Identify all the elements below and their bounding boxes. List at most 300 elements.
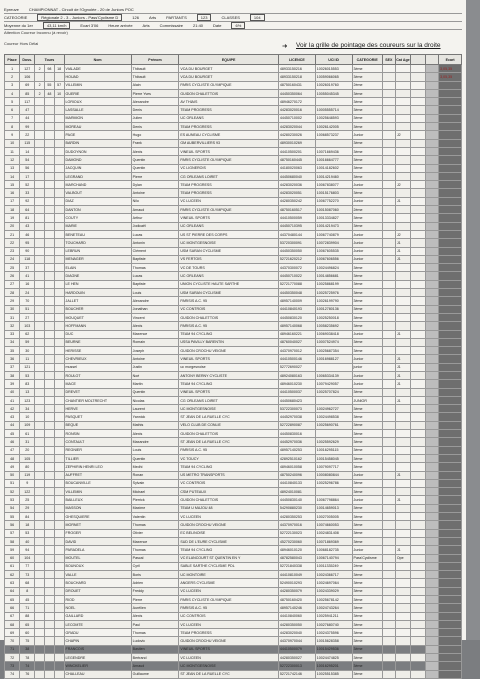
cell-empty: [411, 537, 426, 545]
cell-team: VINEUIL SPORTS: [179, 388, 279, 396]
cell-laps-c: [54, 596, 64, 604]
cell-name: GUERIE: [64, 89, 131, 97]
cell-team: EC BELINOISE: [179, 529, 279, 537]
cell-category: 3ème: [352, 123, 382, 131]
cell-uci-id: 10024496824: [315, 264, 352, 272]
cell-laps-a: [35, 156, 45, 164]
cell-empty: [382, 89, 395, 97]
cell-gap: [439, 222, 462, 230]
cell-empty: [411, 363, 426, 371]
cell-laps-c: [54, 579, 64, 587]
cell-empty: [426, 255, 439, 263]
table-row: [5, 272, 462, 280]
cell-category: 3ème: [352, 645, 382, 653]
cell-laps-b: [45, 496, 55, 504]
cell-category: Junior: [352, 131, 382, 139]
cell-name: MENAGER: [64, 255, 131, 263]
cell-category: Pass'Cyclisme: [352, 554, 382, 562]
cell-empty: [411, 239, 426, 247]
cell-empty: [411, 463, 426, 471]
cell-place: 41: [5, 396, 20, 404]
cell-empty: [426, 405, 439, 413]
cell-licence: 53722300073: [278, 405, 315, 413]
cell-cat-age: [395, 114, 410, 122]
cell-empty: [426, 280, 439, 288]
cell-cat-age: [395, 297, 410, 305]
cell-gap: [439, 98, 462, 106]
cell-uci-id: 10055045345: [315, 89, 352, 97]
cell-team: VS FERTOIS: [179, 255, 279, 263]
cell-team: VINEUIL SPORTS: [179, 645, 279, 653]
cell-gap: [439, 579, 462, 587]
cell-uci-id: 10024498538: [315, 413, 352, 421]
cell-laps-b: [45, 471, 55, 479]
cell-cat-age: [395, 562, 410, 570]
cell-uci-id: 10067140794: [315, 554, 352, 562]
cell-licence: 44450710395: [278, 222, 315, 230]
cell-place: 37: [5, 363, 20, 371]
cell-category: 3ème: [352, 513, 382, 521]
cell-empty: [426, 620, 439, 628]
table-row: [5, 305, 462, 313]
cell-category: Junior: [352, 239, 382, 247]
cell-empty: [382, 662, 395, 670]
cell-bib: 13: [20, 388, 35, 396]
cell-firstname: Antoine: [131, 355, 179, 363]
cell-laps-a: [35, 637, 45, 645]
cell-firstname: Alain: [131, 81, 179, 89]
cell-empty: [411, 81, 426, 89]
cell-team: UC ORLEANS: [179, 114, 279, 122]
cell-cat-age: [395, 629, 410, 637]
cell-laps-a: [35, 147, 45, 155]
cell-laps-c: [54, 463, 64, 471]
cell-category: 3ème: [352, 347, 382, 355]
table-row: [5, 596, 462, 604]
cell-empty: [382, 164, 395, 172]
cell-firstname: Baptiste: [131, 280, 179, 288]
cell-laps-b: [45, 529, 55, 537]
cell-laps-a: [35, 380, 45, 388]
gap-value: Ecart 3'06: [80, 23, 99, 28]
cell-cat-age: Ope: [395, 554, 410, 562]
cell-empty: [411, 181, 426, 189]
cell-empty: [426, 513, 439, 521]
percent-value: 6%: [231, 22, 245, 29]
starters-label: PARTANTS: [166, 15, 187, 20]
cell-empty: [426, 371, 439, 379]
cell-empty: [426, 471, 439, 479]
cell-gap: [439, 81, 462, 89]
cell-laps-a: [35, 297, 45, 305]
table-row: [5, 554, 462, 562]
cell-place: 32: [5, 322, 20, 330]
cell-laps-b: [45, 338, 55, 346]
cell-empty: [426, 239, 439, 247]
cell-licence: 44370300072: [278, 264, 315, 272]
cell-cat-age: [395, 504, 410, 512]
cell-bib: 123: [20, 396, 35, 404]
cell-name: BEQUE: [64, 421, 131, 429]
cell-bib: 56: [20, 164, 35, 172]
cell-empty: [382, 488, 395, 496]
cell-place: 35: [5, 347, 20, 355]
table-row: [5, 645, 462, 653]
cell-team: TEAM 94 CYCLING: [179, 330, 279, 338]
cell-gap: [439, 305, 462, 313]
cell-place: 50: [5, 471, 20, 479]
cell-empty: [426, 73, 439, 81]
table-row: [5, 214, 462, 222]
cell-empty: [411, 629, 426, 637]
cell-uci-id: 10071869369: [315, 537, 352, 545]
cell-laps-a: [35, 504, 45, 512]
table-row: [5, 106, 462, 114]
cell-name: MOUTEL: [64, 554, 131, 562]
cell-category: 3ème: [352, 479, 382, 487]
cell-cat-age: [395, 645, 410, 653]
cell-uci-id: 10067798864: [315, 496, 352, 504]
cell-firstname: Maxence: [131, 537, 179, 545]
cell-place: 36: [5, 355, 20, 363]
cell-name: DROUET: [64, 587, 131, 595]
cell-empty: [382, 214, 395, 222]
cell-empty: [382, 247, 395, 255]
cell-firstname: Aurélien: [131, 604, 179, 612]
cell-licence: 52722300013: [278, 662, 315, 670]
cell-laps-c: [54, 123, 64, 131]
cell-empty: [426, 222, 439, 230]
cell-gap: [439, 172, 462, 180]
cell-empty: [426, 579, 439, 587]
cell-uci-id: 10072839904: [315, 239, 352, 247]
cell-gap: [439, 230, 462, 238]
table-row: [5, 620, 462, 628]
cell-laps-c: [54, 280, 64, 288]
cell-bib: 59: [20, 338, 35, 346]
cell-category: Junior: [352, 247, 382, 255]
cell-name: MASSON: [64, 504, 131, 512]
cell-laps-b: 98: [45, 65, 55, 73]
cell-empty: [382, 255, 395, 263]
cell-empty: [411, 322, 426, 330]
cell-empty: [411, 114, 426, 122]
cell-laps-a: [35, 521, 45, 529]
cell-team: PARIS CYCLISTE OLYMPIQUE: [179, 81, 279, 89]
cell-uci-id: 10067740879: [315, 230, 352, 238]
cell-licence: 44283020016: [278, 106, 315, 114]
cell-empty: [411, 123, 426, 131]
cell-laps-b: [45, 546, 55, 554]
cell-team: ANGERS CYCLISME: [179, 579, 279, 587]
cell-bib: 73: [20, 571, 35, 579]
table-row: [5, 405, 462, 413]
cell-laps-c: [54, 587, 64, 595]
cell-category: JUNIOR: [352, 396, 382, 404]
cell-uci-id: [315, 363, 352, 371]
cell-empty: [426, 98, 439, 106]
cell-laps-b: [45, 596, 55, 604]
cell-firstname: Lucas: [131, 272, 179, 280]
cell-uci-id: 10025941211: [315, 612, 352, 620]
cell-empty: [411, 355, 426, 363]
cell-licence: 48957140009: [278, 297, 315, 305]
cell-laps-c: [54, 654, 64, 662]
cell-laps-b: [45, 347, 55, 355]
cell-empty: [411, 446, 426, 454]
col-uci-id: UCI ID: [315, 55, 352, 65]
cell-empty: [411, 222, 426, 230]
cell-laps-a: [35, 98, 45, 106]
cell-name: CHALLEAU: [64, 670, 131, 678]
cell-firstname: Denis: [131, 106, 179, 114]
cell-empty: [426, 596, 439, 604]
cell-firstname: Romain: [131, 338, 179, 346]
cell-empty: [426, 272, 439, 280]
cell-empty: [426, 629, 439, 637]
cell-gap: [439, 421, 462, 429]
cell-bib: 60: [20, 629, 35, 637]
cell-laps-b: [45, 264, 55, 272]
cell-gap: [439, 147, 462, 155]
cell-gap: [439, 297, 462, 305]
cell-cat-age: J1: [395, 330, 410, 338]
cell-cat-age: J1: [395, 496, 410, 504]
cell-name: BARDIN: [64, 139, 131, 147]
cell-firstname: Baptiste: [131, 255, 179, 263]
cell-laps-b: [45, 355, 55, 363]
cell-gap: [439, 131, 462, 139]
cell-empty: [382, 396, 395, 404]
cell-category: 3ème: [352, 596, 382, 604]
cell-uci-id: 10014856681: [315, 272, 352, 280]
cell-firstname: Ronan: [131, 471, 179, 479]
cell-name: CHEVRIEUX: [64, 355, 131, 363]
cell-empty: [426, 172, 439, 180]
cell-name: VILLEMIN: [64, 488, 131, 496]
cell-place: 65: [5, 596, 20, 604]
cell-category: 3ème: [352, 338, 382, 346]
cell-laps-c: [54, 297, 64, 305]
cell-empty: [382, 529, 395, 537]
cell-team: VCA DU BOURGET: [179, 73, 279, 81]
cell-laps-c: [54, 197, 64, 205]
cell-uci-id: 10079429057: [315, 380, 352, 388]
cell-laps-b: [45, 396, 55, 404]
cell-gap: [439, 488, 462, 496]
cell-empty: [426, 546, 439, 554]
cell-laps-b: [45, 604, 55, 612]
cell-name: NOEL: [64, 604, 131, 612]
cell-uci-id: 10026019760: [315, 81, 352, 89]
cell-laps-b: [45, 620, 55, 628]
cell-gap: [439, 139, 462, 147]
cell-bib: 103: [20, 322, 35, 330]
cell-licence: 48750160517: [278, 206, 315, 214]
cell-uci-id: 10025678142: [315, 596, 352, 604]
cell-name: GHESQUIERE: [64, 513, 131, 521]
cell-laps-a: [35, 272, 45, 280]
cell-laps-b: [45, 156, 55, 164]
cell-uci-id: 10025592629: [315, 438, 352, 446]
cell-empty: [426, 247, 439, 255]
cell-name: MORNET: [64, 521, 131, 529]
cell-gap: [439, 504, 462, 512]
cell-team: CG ORLEANS LOIRET: [179, 396, 279, 404]
cell-category: 3ème: [352, 147, 382, 155]
cell-name: PARADELA: [64, 546, 131, 554]
cell-laps-c: [54, 371, 64, 379]
cell-category: 3ème: [352, 463, 382, 471]
cell-bib: 117: [20, 98, 35, 106]
cell-cat-age: J1: [395, 247, 410, 255]
cell-laps-b: [45, 405, 55, 413]
table-row: [5, 297, 462, 305]
cell-empty: [426, 214, 439, 222]
cell-bib: 90: [20, 247, 35, 255]
cell-firstname: Guillaume: [131, 670, 179, 678]
cell-firstname: Medhi: [131, 463, 179, 471]
cell-uci-id: 10024366717: [315, 571, 352, 579]
cell-laps-c: [54, 513, 64, 521]
cell-laps-c: [54, 405, 64, 413]
cell-empty: [426, 496, 439, 504]
cell-laps-a: [35, 579, 45, 587]
cell-cat-age: [395, 147, 410, 155]
cell-cat-age: [395, 272, 410, 280]
cell-licence: 52722130023: [278, 529, 315, 537]
cell-licence: 44283020051: [278, 189, 315, 197]
cell-category: 3ème: [352, 222, 382, 230]
cell-gap: [439, 562, 462, 570]
cell-bib: 95: [20, 239, 35, 247]
cell-laps-a: [35, 479, 45, 487]
cell-firstname: Maxandre: [131, 438, 179, 446]
cell-place: 66: [5, 604, 20, 612]
cell-place: 49: [5, 463, 20, 471]
cell-bib: 38: [20, 645, 35, 653]
cell-empty: [382, 355, 395, 363]
cell-category: 3ème: [352, 571, 382, 579]
cell-laps-b: [45, 587, 55, 595]
cell-gap: [439, 537, 462, 545]
cell-firstname: Thomas: [131, 264, 179, 272]
col-team: EQUIPE: [179, 55, 279, 65]
table-row: [5, 313, 462, 321]
cell-empty: [411, 264, 426, 272]
cell-licence: 44452970036: [278, 438, 315, 446]
cell-laps-c: [54, 670, 64, 678]
cell-empty: [411, 247, 426, 255]
cell-bib: 88: [20, 612, 35, 620]
cell-laps-c: [54, 388, 64, 396]
cell-uci-id: 10058235692: [315, 322, 352, 330]
cell-cat-age: [395, 670, 410, 678]
cell-name: WINCKELIER: [64, 662, 131, 670]
cell-gap: [439, 554, 462, 562]
cell-laps-b: [45, 181, 55, 189]
table-row: [5, 222, 462, 230]
results-body: [5, 65, 462, 679]
cell-empty: [382, 479, 395, 487]
cell-empty: [411, 413, 426, 421]
cell-laps-a: [35, 222, 45, 230]
cell-cat-age: [395, 347, 410, 355]
cell-name: HOUAD: [64, 73, 131, 81]
cell-cat-age: [395, 89, 410, 97]
table-row: [5, 131, 462, 139]
cell-laps-a: [35, 620, 45, 628]
cell-place: 3: [5, 81, 20, 89]
cell-team: PARISIS A.C. 95: [179, 604, 279, 612]
cell-name: LEBRUN: [64, 247, 131, 255]
cell-cat-age: J1: [395, 239, 410, 247]
cell-licence: 48957140253: [278, 446, 315, 454]
col-cat-age: Cat Age: [395, 55, 410, 65]
cell-name: BOUNOUX: [64, 562, 131, 570]
cell-licence: 48957140068: [278, 322, 315, 330]
cell-licence: 44370970012: [278, 347, 315, 355]
cell-uci-id: 10026142005: [315, 123, 352, 131]
note-out-of-time: Coureur Hors Délai: [4, 41, 39, 46]
cell-uci-id: 10025690761: [315, 421, 352, 429]
cell-empty: [426, 363, 439, 371]
cell-laps-b: [45, 413, 55, 421]
cell-empty: [382, 139, 395, 147]
cell-firstname: Mathis: [131, 421, 179, 429]
cell-team: TEAM PROGRESS: [179, 181, 279, 189]
cell-category: 3ème: [352, 637, 382, 645]
cell-category: Junior: [352, 255, 382, 263]
cell-bib: 94: [20, 546, 35, 554]
cell-empty: [411, 513, 426, 521]
cell-empty: [382, 156, 395, 164]
cell-laps-a: [35, 629, 45, 637]
cell-licence: 44410500146: [278, 355, 315, 363]
cell-empty: [426, 230, 439, 238]
cell-laps-a: [35, 438, 45, 446]
cell-laps-b: [45, 637, 55, 645]
cell-laps-b: [45, 662, 55, 670]
cell-place: 17: [5, 197, 20, 205]
cell-category: 3ème: [352, 388, 382, 396]
cell-gap: [439, 529, 462, 537]
cell-empty: [426, 289, 439, 297]
cell-gap: [439, 496, 462, 504]
cell-uci-id: 10016295201: [315, 662, 352, 670]
cell-uci-id: 10013334827: [315, 214, 352, 222]
cell-place: 45: [5, 430, 20, 438]
cell-place: 8: [5, 123, 20, 131]
cell-uci-id: 10015628358: [315, 637, 352, 645]
cell-cat-age: [395, 513, 410, 521]
cell-bib: 43: [20, 222, 35, 230]
cell-laps-a: [35, 662, 45, 670]
cell-team: VC LUCEEN: [179, 587, 279, 595]
cell-empty: [382, 620, 395, 628]
cell-category: Junior: [352, 546, 382, 554]
cell-bib: 31: [20, 438, 35, 446]
table-row: [5, 471, 462, 479]
cell-gap: [439, 654, 462, 662]
cell-cat-age: J1: [395, 471, 410, 479]
cell-team: VC LUCEEN: [179, 654, 279, 662]
cell-name: MARMION: [64, 114, 131, 122]
cell-laps-a: [35, 571, 45, 579]
cell-cat-age: [395, 662, 410, 670]
cell-bib: 80: [20, 463, 35, 471]
cell-team: VC TOUCY: [179, 454, 279, 462]
